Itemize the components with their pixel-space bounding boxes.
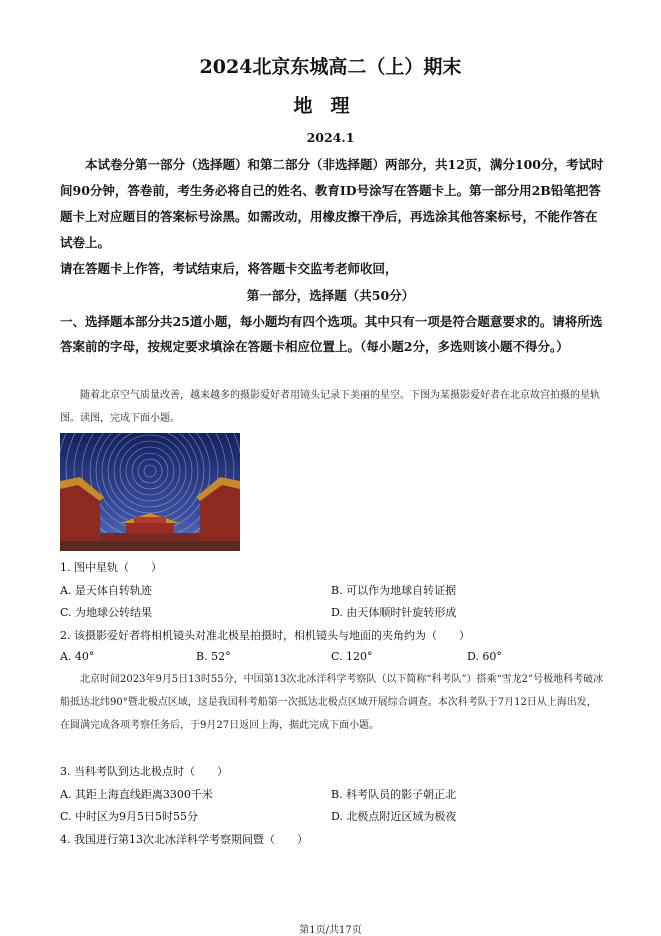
q3-option-b[interactable]: B. 科考队员的影子朝正北: [331, 788, 457, 801]
question-4-stem: 4. 我国进行第13次北冰洋科学考察期间暨（ ）: [60, 833, 308, 846]
q1-option-c[interactable]: C. 为地球公转结果: [60, 606, 153, 619]
notice-paragraph-2: 请在答题卡上作答，考试结束后，将答题卡交监考老师收回，: [60, 261, 398, 276]
q2-option-b[interactable]: B. 52°: [196, 650, 231, 663]
passage-1: [60, 384, 605, 430]
question-3-stem: 3. 当科考队到达北极点时（ ）: [60, 765, 228, 778]
page-footer: 第1页/共17页: [299, 925, 362, 936]
q2-option-d[interactable]: D. 60°: [467, 650, 502, 663]
subject-title: 地理: [293, 95, 368, 117]
exam-notice: [60, 152, 605, 282]
q3-option-a[interactable]: A. 其距上海直线距离3300千米: [60, 788, 213, 801]
q1-option-a[interactable]: A. 是天体自转轨迹: [60, 584, 152, 597]
star-trail-image: [60, 433, 240, 551]
star-trail-photo: [60, 433, 240, 551]
q3-option-c[interactable]: C. 中时区为9月5日5时55分: [60, 810, 199, 823]
q2-option-a[interactable]: A. 40°: [60, 650, 95, 663]
question-1-stem: 1. 图中星轨（ ）: [60, 561, 162, 574]
passage-2: [60, 668, 605, 737]
passage-1-text: 随着北京空气质量改善，越来越多的摄影爱好者用镜头记录下美丽的星空。下图为某摄影爱好者在北京故宫拍摄的星轨图。读图，完成下面小题。: [60, 390, 600, 424]
part-heading: 第一部分，选择题（共50分）: [246, 288, 415, 303]
q1-option-b[interactable]: B. 可以作为地球自转证据: [331, 584, 457, 597]
page-title: 2024北京东城高二（上）期末: [199, 56, 462, 78]
q3-option-d[interactable]: D. 北极点附近区域为极夜: [331, 810, 457, 823]
question-2-stem: 2. 该摄影爱好者将相机镜头对准北极星拍摄时，相机镜头与地面的夹角约为（ ）: [60, 629, 470, 642]
section-instructions: [60, 309, 605, 359]
passage-2-text: 北京时间2023年9月5日13时55分，中国第13次北冰洋科学考察队（以下简称“科考队”）搭乘“雪龙2”号极地科考破冰船抵达北纬90°暨北极点区域，这是我国科考船第一次抵达北极点区域开展综合调查。本次科考队于7月12日从上海出发，在圆满完成各项考察任务后，于9月27日返回上海，据此完成下面小题。: [60, 674, 604, 731]
exam-date: 2024.1: [306, 130, 355, 145]
notice-paragraph-1: 本试卷分第一部分（选择题）和第二部分（非选择题）两部分，共12页，满分100分，考试时间90分钟，答卷前，考生务必将自己的姓名、教育ID号涂写在答题卡上。第一部分用2B铅笔把答题卡上对应题目的答案标号涂黑。如需改动，用橡皮擦干净后，再选涂其他答案标号，不能作答在试卷上。: [60, 157, 604, 250]
q2-option-c[interactable]: C. 120°: [331, 650, 373, 663]
section-text: 一、选择题本部分共25道小题，每小题均有四个选项。其中只有一项是符合题意要求的。请将所选答案前的字母，按规定要求填涂在答题卡相应位置上。（每小题2分，多选则该小题不得分。）: [60, 314, 603, 354]
q1-option-d[interactable]: D. 由天体顺时针旋转形成: [331, 606, 457, 619]
